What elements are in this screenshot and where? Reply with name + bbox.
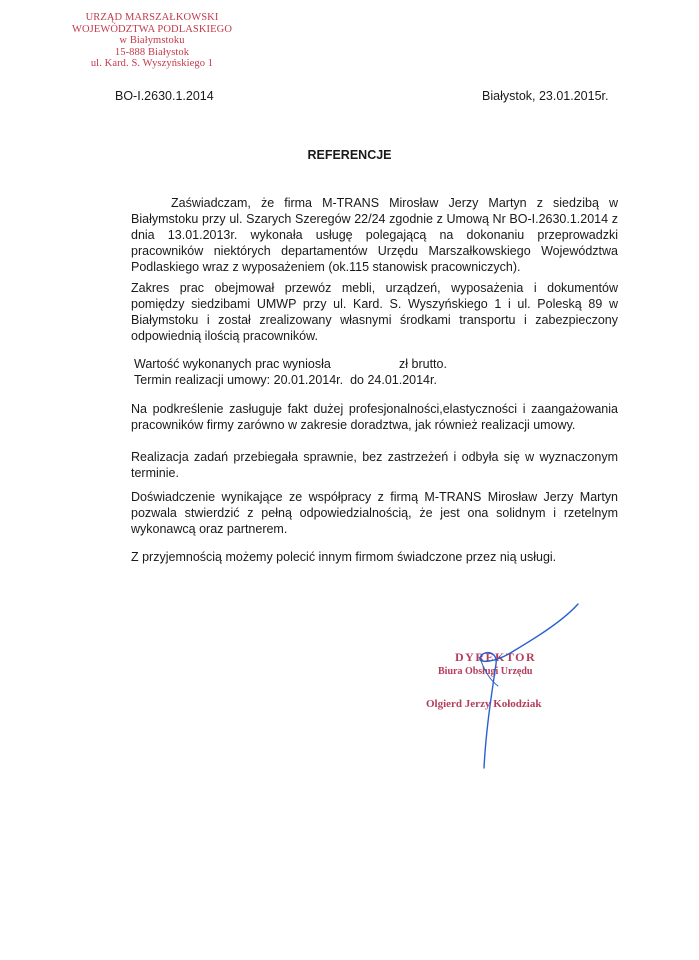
paragraph-professionalism: Na podkreślenie zasługuje fakt dużej profesjonalności,elastyczności i zaangażowania pracowników firmy zarówno w zakresie doradztwa, jak również realizacji umowy. <box>131 402 618 432</box>
contract-details <box>134 356 621 388</box>
paragraph-experience: Doświadczenie wynikające ze współpracy z firmą M-TRANS Mirosław Jerzy Martyn pozwala stwierdzić z pełną odpowiedzialnością, że jest ona solidnym i rzetelnym wykonawcą oraz partnerem. <box>131 490 618 536</box>
reference-number: BO-I.2630.1.2014 <box>115 89 214 103</box>
office-stamp <box>62 12 242 70</box>
contract-term: Termin realizacji umowy: 20.01.2014r. do 24.01.2014r. <box>134 373 437 387</box>
signature-stamp-unit: Biura Obsługi Urzędu <box>438 666 533 677</box>
signature-stamp-title: DYREKTOR <box>455 650 537 664</box>
stamp-line: URZĄD MARSZAŁKOWSKI <box>85 12 219 23</box>
paragraph-recommendation: Z przyjemnością możemy polecić innym firmom świadczone przez nią usługi. <box>131 550 557 564</box>
paragraph-execution: Realizacja zadań przebiegała sprawnie, bez zastrzeżeń i odbyła się w wyznaczonym terminie. <box>131 450 618 480</box>
handwritten-signature <box>440 600 590 780</box>
stamp-line: w Białymstoku <box>119 35 185 46</box>
stamp-line: ul. Kard. S. Wyszyńskiego 1 <box>90 58 214 69</box>
paragraph-certification: Zaświadczam, że firma M-TRANS Mirosław Jerzy Martyn z siedzibą w Białymstoku przy ul. Szarych Szeregów 22/24 zgodnie z Umową Nr BO-I.2630.1.2014 z dnia 13.01.2013r. wykonała usługę polegającą na dokonaniu przeprowadzki pracowników niektórych departamentów Urzędu Marszałkowskiego Województwa Podlaskiego wraz z wyposażeniem (ok.115 stanowisk pracowniczych). <box>131 196 618 274</box>
value-label: Wartość wykonanych prac wyniosła <box>134 357 331 371</box>
stamp-line: 15-888 Białystok <box>114 46 190 58</box>
place-date: Białystok, 23.01.2015r. <box>482 89 609 103</box>
paragraph-scope: Zakres prac obejmował przewóz mebli, urządzeń, wyposażenia i dokumentów pomiędzy siedzibami UMWP przy ul. Kard. S. Wyszyńskiego 1 i ul. Poleską 89 w Białymstoku i został zrealizowany własnymi środkami transportu i zabezpieczony odpowiednią ilością pracowników. <box>131 281 618 343</box>
signature-stamp-name: Olgierd Jerzy Kołodziak <box>426 698 542 710</box>
document-title: REFERENCJE <box>307 148 392 162</box>
value-suffix: zł brutto. <box>399 357 447 371</box>
stamp-line: WOJEWÓDZTWA PODLASKIEGO <box>71 23 233 35</box>
